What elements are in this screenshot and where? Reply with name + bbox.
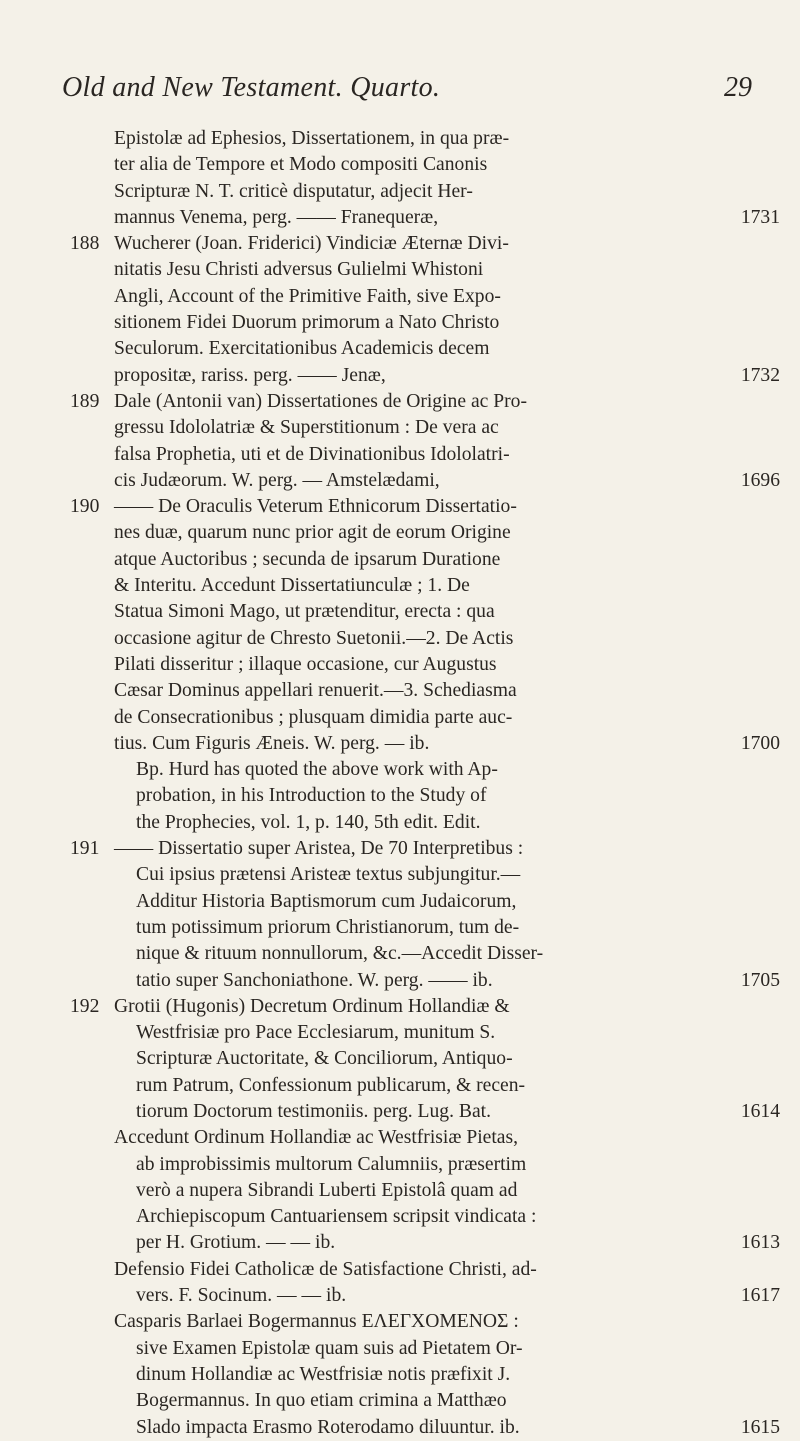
text-line [70,547,780,573]
line-text: vers. F. Socinum. — — ib. [136,1285,347,1307]
line-text: —— Dissertatio super Aristea, De 70 Interpretibus : [114,838,524,860]
line-text: Archiepiscopum Cantuariensem scripsit vindicata : [136,1206,537,1228]
text-line [70,257,780,283]
line-text: cis Judæorum. W. perg. — Amstelædami, [114,469,440,491]
text-line [70,994,780,1020]
line-text: tiorum Doctorum testimoniis. perg. Lug. Bat. [136,1100,492,1122]
publication-year: 1696 [740,469,780,491]
text-line [70,1125,780,1151]
line-text: Bogermannus. In quo etiam crimina a Matthæo [136,1390,507,1412]
text-line [70,678,780,704]
line-text: Bp. Hurd has quoted the above work with Ap- [136,759,498,781]
text-line [70,336,780,362]
line-text: Wucherer (Joan. Friderici) Vindiciæ Æternæ Divi- [114,233,509,255]
line-text: Pilati disseritur ; illaque occasione, cur Augustus [114,653,497,675]
line-text: Dale (Antonii van) Dissertationes de Origine ac Pro- [114,390,527,412]
entry-number: 189 [70,390,100,412]
line-text: Defensio Fidei Catholicæ de Satisfactione Christi, ad- [114,1258,537,1280]
line-text: & Interitu. Accedunt Dissertatiunculæ ; 1. De [114,575,470,597]
line-text: Scripturæ Auctoritate, & Conciliorum, Antiquo- [136,1048,513,1070]
text-line [70,231,780,257]
text-line [70,1204,780,1230]
entry-number: 190 [70,496,100,518]
line-text: Cui ipsius prætensi Aristeæ textus subjungitur.— [136,864,521,886]
line-text: occasione agitur de Chresto Suetonii.—2. De Actis [114,627,514,649]
text-line [70,1309,780,1335]
text-line [70,415,780,441]
text-line [70,968,780,994]
line-text: ab improbissimis multorum Calumniis, præsertim [136,1153,527,1175]
running-title: Old and New Testament. Quarto. [62,72,441,103]
line-text: Angli, Account of the Primitive Faith, sive Expo- [114,285,501,307]
line-text: gressu Idololatriæ & Superstitionum : De vera ac [114,417,499,439]
text-line [70,1283,780,1309]
publication-year: 1613 [740,1232,780,1254]
line-text: nique & rituum nonnullorum, &c.—Accedit Disser- [136,943,544,965]
text-line [70,520,780,546]
text-line [70,1388,780,1414]
text-line [70,1362,780,1388]
publication-year: 1615 [740,1416,780,1438]
line-text: Scripturæ N. T. criticè disputatur, adjecit Her- [114,180,473,202]
line-text: Cæsar Dominus appellari renuerit.—3. Schediasma [114,680,517,702]
text-line [70,1152,780,1178]
publication-year: 1617 [740,1285,780,1307]
line-text: Casparis Barlaei Bogermannus ΕΛΕΓΧΟΜΕΝΟΣ : [114,1311,519,1333]
publication-year: 1705 [740,969,780,991]
entry-number: 191 [70,838,100,860]
line-text: Slado impacta Erasmo Roterodamo diluuntur. ib. [136,1416,520,1438]
text-line [70,731,780,757]
line-text: Epistolæ ad Ephesios, Dissertationem, in qua præ- [114,128,510,149]
line-text: nitatis Jesu Christi adversus Gulielmi Whistoni [114,259,484,281]
text-line [70,179,780,205]
line-text: probation, in his Introduction to the Study of [136,785,487,807]
line-text: Westfrisiæ pro Pace Ecclesiarum, munitum S. [136,1022,496,1044]
text-line [70,1257,780,1283]
line-text: sitionem Fidei Duorum primorum a Nato Christo [114,312,500,334]
line-text: mannus Venema, perg. —— Franequeræ, [114,206,439,228]
line-text: the Prophecies, vol. 1, p. 140, 5th edit. Edit. [136,811,481,833]
text-line [70,126,780,152]
text-line [70,1073,780,1099]
text-line [70,1046,780,1072]
publication-year: 1731 [740,206,780,228]
text-line [70,284,780,310]
line-text: Grotii (Hugonis) Decretum Ordinum Hollandiæ & [114,995,510,1017]
line-text: atque Auctoribus ; secunda de ipsarum Duratione [114,548,501,570]
text-line [70,310,780,336]
publication-year: 1732 [740,364,780,386]
line-text: tum potissimum priorum Christianorum, tum de- [136,916,520,938]
publication-year: 1614 [740,1100,780,1122]
line-text: falsa Prophetia, uti et de Divinationibus Idololatri- [114,443,510,465]
line-text: Accedunt Ordinum Hollandiæ ac Westfrisiæ Pietas, [114,1127,519,1149]
text-line [70,783,780,809]
text-line [70,1099,780,1125]
entry-number: 192 [70,995,100,1017]
line-text: Seculorum. Exercitationibus Academicis decem [114,338,490,360]
text-line [70,862,780,888]
text-line [70,363,780,389]
line-text: nes duæ, quarum nunc prior agit de eorum Origine [114,522,511,544]
line-text: de Consecrationibus ; plusquam dimidia parte auc- [114,706,513,728]
text-line [70,442,780,468]
line-text: Additur Historia Baptismorum cum Judaicorum, [136,890,517,912]
text-line [70,152,780,178]
line-text: tatio super Sanchoniathone. W. perg. —— ib. [136,969,493,991]
text-line [70,599,780,625]
publication-year: 1700 [740,732,780,754]
line-text: —— De Oraculis Veterum Ethnicorum Dissertatio- [114,496,517,518]
line-text: sive Examen Epistolæ quam suis ad Pietatem Or- [136,1337,523,1359]
text-line [70,810,780,836]
line-text: per H. Grotium. — — ib. [136,1232,336,1254]
line-text: verò a nupera Sibrandi Luberti Epistolâ quam ad [136,1179,518,1201]
entry-number: 188 [70,233,100,255]
text-line [70,836,780,862]
catalogue-text [70,126,780,1441]
page-number: 29 [724,72,752,103]
text-line [70,573,780,599]
text-line [70,468,780,494]
text-line [70,205,780,231]
text-line [70,1230,780,1256]
text-line [70,1020,780,1046]
line-text: ter alia de Tempore et Modo compositi Canonis [114,154,488,176]
text-line [70,705,780,731]
line-text: propositæ, rariss. perg. —— Jenæ, [114,364,386,386]
text-line [70,915,780,941]
line-text: rum Patrum, Confessionum publicarum, & recen- [136,1074,526,1096]
line-text: tius. Cum Figuris Æneis. W. perg. — ib. [114,732,430,754]
line-text: Statua Simoni Mago, ut prætenditur, erecta : qua [114,601,495,623]
line-text: dinum Hollandiæ ac Westfrisiæ notis præfixit J. [136,1363,511,1385]
text-line [70,757,780,783]
running-header [62,72,752,112]
text-line [70,1336,780,1362]
text-line [70,941,780,967]
text-line [70,1178,780,1204]
text-line [70,889,780,915]
text-line [70,652,780,678]
text-line [70,626,780,652]
text-line [70,494,780,520]
text-line [70,389,780,415]
